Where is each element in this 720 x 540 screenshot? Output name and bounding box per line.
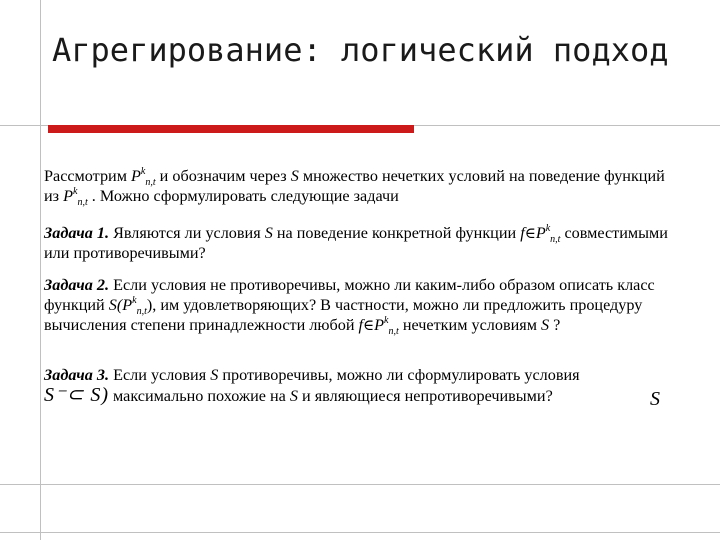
task-2-paragraph: Задача 2. Если условия не противоречивы, можно ли каким-либо образом описать класс функций $S(P^k_{n,t})$, им удовлетворяющих? В частности, можно ли предложить процедуру вычисления степени принадлежности любой $f\in P^k_{n,t}$ нечетким условиям S ?: [44, 276, 655, 338]
frame-footer-line: [0, 532, 720, 533]
frame-bottom-line: [0, 484, 720, 485]
task-1-label: Задача 1.: [44, 224, 110, 242]
frame-vertical-line: [40, 0, 41, 540]
intro-paragraph: Рассмотрим $P^k_{n,t}$ и обозначим через S множество нечетких условий на поведение функций из $P^k_{n,t}$ . Можно сформулировать следующие задачи: [44, 165, 665, 209]
slide-title: Агрегирование: логический подход: [52, 31, 669, 69]
slide-body: [44, 166, 680, 406]
task-1-paragraph: Задача 1. Являются ли условия S на поведение конкретной функции $f\in P^k_{n,t}$ совместимыми или противоречивыми?: [44, 222, 668, 262]
s-minus-subset-formula: S⁻⊂ S): [44, 384, 109, 406]
s-formula-right: S: [650, 388, 660, 410]
task-3-label: Задача 3.: [44, 366, 110, 384]
title-accent-bar: [48, 125, 414, 133]
task-2-label: Задача 2.: [44, 276, 110, 294]
task-3-paragraph: Задача 3. Если условия S противоречивы, можно ли сформулировать условия S⁻⊂ S) максимально похожие на S и являющиеся непротиворечивыми?: [44, 366, 580, 406]
